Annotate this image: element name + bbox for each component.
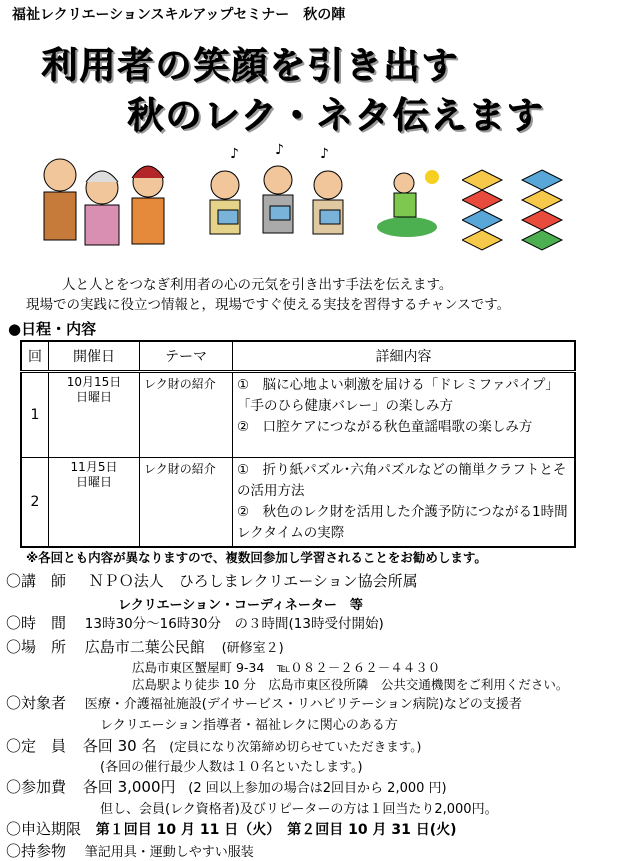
row-no: 2 — [21, 458, 49, 548]
intro-line1: 人と人とをつなぎ利用者の心の元気を引き出す手法を伝えます。 — [62, 277, 453, 293]
fee-sub: 但し、会員(レク資格者)及びリピーターの方は１回当たり2,000円。 — [100, 802, 498, 817]
origami-puzzle-illustration — [462, 160, 582, 260]
place-label: 〇場 所 — [6, 638, 67, 656]
capacity-value: 各回 30 名 — [82, 737, 157, 755]
title-line1: 利用者の笑顔を引き出す — [42, 46, 461, 87]
svg-text:♪: ♪ — [320, 146, 329, 162]
lecturer-row — [6, 570, 418, 591]
target-value-2: レクリエーション指導者・福祉レクに関心のある方 — [100, 718, 398, 733]
row-date-text: 11月5日 — [70, 460, 118, 474]
header-date: 開催日 — [49, 341, 140, 372]
row-detail-2: ② 秋色のレク財を活用した介護予防につながる1時間レクタイムの実際 — [237, 504, 568, 541]
exercise-illustration — [372, 165, 442, 240]
fee-label: 〇参加費 — [6, 778, 67, 796]
lecturer-sub: レクリエーション・コーディネーター 等 — [118, 598, 363, 613]
header-text: 福祉レクリエーションスキルアップセミナー 秋の陣 — [12, 7, 346, 23]
row-date-text: 10月15日 — [66, 375, 122, 389]
couple-figures — [44, 159, 164, 245]
time-label: 〇時 間 — [6, 614, 67, 632]
note-text: ※各回とも内容が異なりますので、複数回参加し学習されることをお勧めします。 — [26, 550, 487, 565]
capacity-row — [6, 735, 421, 756]
row-detail-1: ① 折り紙パズル･六角パズルなどの簡単クラフトとその活用方法 — [237, 462, 567, 499]
capacity-label: 〇定 員 — [6, 737, 67, 755]
schedule-table — [20, 340, 576, 548]
fee-note: (2 回以上参加の場合は2回目から 2,000 円) — [188, 781, 447, 796]
svg-text:♪: ♪ — [275, 142, 284, 158]
row-detail — [233, 372, 576, 458]
row-detail — [233, 458, 576, 548]
place-access: 広島駅より徒歩 10 分 広島市東区役所隣 公共交通機関をご利用ください。 — [132, 677, 569, 692]
title-line2: 秋のレク・ネタ伝えます — [128, 96, 546, 137]
row-date — [49, 458, 140, 548]
place-room: (研修室２) — [221, 641, 284, 656]
fee-row — [6, 776, 447, 797]
deadline-value: 第１回目 10 月 11 日（火） 第２回目 10 月 31 日(火) — [95, 822, 457, 838]
row-day-text: 日曜日 — [75, 390, 112, 404]
seniors-illustration — [30, 140, 360, 260]
row-detail-2: ② 口腔ケアにつながる秋色童謡唱歌の楽しみ方 — [237, 419, 533, 435]
target-row — [6, 692, 522, 713]
target-label: 〇対象者 — [6, 694, 67, 712]
deadline-label: 〇申込期限 — [6, 820, 82, 838]
table-header-row — [21, 341, 575, 372]
bring-value: 筆記用具・運動しやすい服装 — [84, 845, 254, 860]
fee-value: 各回 3,000円 — [82, 778, 176, 796]
place-row — [6, 636, 284, 657]
row-no: 1 — [21, 372, 49, 458]
time-row — [6, 612, 384, 633]
svg-text:♪: ♪ — [230, 146, 239, 162]
table-row — [21, 372, 575, 458]
intro-line2: 現場での実践に役立つ情報と，現場ですぐ使える実技を習得するチャンスです。 — [26, 297, 511, 313]
target-value-1: 医療・介護福祉施設(デイサービス・リハビリテーション病院)などの支援者 — [84, 697, 522, 712]
bring-row — [6, 840, 254, 861]
table-row — [21, 458, 575, 548]
row-detail-1: ① 脳に心地よい刺激を届ける「ドレミファパイプ」「手のひら健康バレー」の楽しみ方 — [237, 377, 559, 414]
bring-label: 〇持参物 — [6, 842, 67, 860]
row-day-text: 日曜日 — [75, 475, 112, 489]
header-no: 回 — [21, 341, 49, 372]
lecturer-label: 〇講 師 — [6, 572, 67, 590]
row-theme: レク財の紹介 — [140, 458, 233, 548]
schedule-heading: ●日程・内容 — [8, 320, 97, 338]
row-date — [49, 372, 140, 458]
place-value: 広島市二葉公民館 — [84, 638, 205, 656]
capacity-note: (定員になり次第締め切らせていただきます。) — [169, 739, 422, 754]
singing-figures — [210, 142, 343, 234]
header-detail: 詳細内容 — [233, 341, 576, 372]
time-value: 13時30分～16時30分 の３時間(13時受付開始) — [84, 616, 384, 632]
lecturer-value: ＮＰＯ法人 ひろしまレクリエーション協会所属 — [88, 572, 418, 590]
place-address: 広島市東区蟹屋町 9-34 ℡０８２－２６２－４４３０ — [132, 660, 441, 675]
header-theme: テーマ — [140, 341, 233, 372]
deadline-row — [6, 818, 457, 839]
capacity-min: (各回の催行最少人数は１０名といたします。) — [100, 760, 363, 775]
row-theme: レク財の紹介 — [140, 372, 233, 458]
